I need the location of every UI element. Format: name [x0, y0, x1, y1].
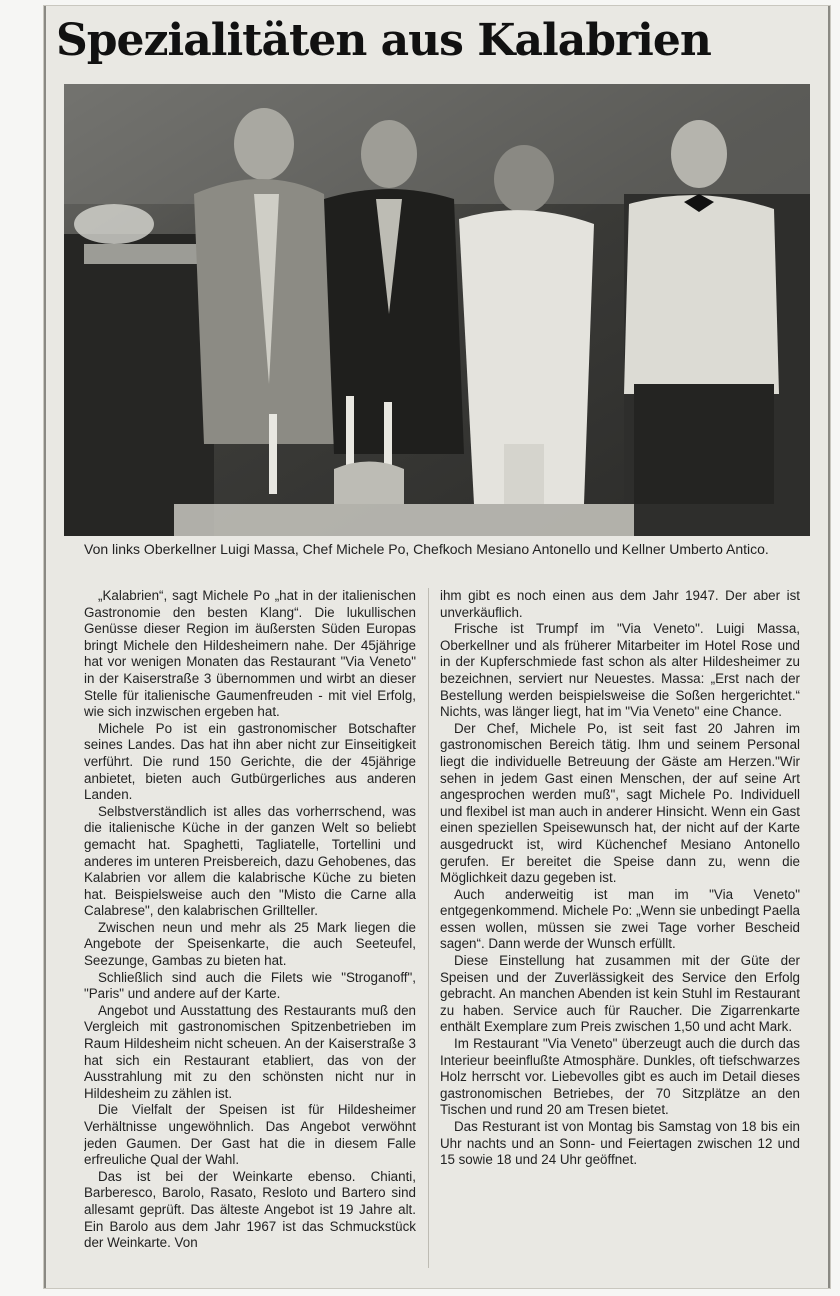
article-column-right [440, 588, 800, 1278]
paragraph: Zwischen neun und mehr als 25 Mark liegen die Angebote der Speisenkarte, die auch Seeteufel, Seezunge, Gambas zu bieten hat. [84, 919, 416, 969]
photo-caption: Von links Oberkellner Luigi Massa, Chef Michele Po, Chefkoch Mesiano Antonello und Kellner Umberto Antico. [84, 541, 769, 557]
paragraph: Selbstverständlich ist alles das vorherrschend, was die italienische Küche in der ganzen Welt so beliebt gemacht hat. Spaghetti, Tagliatelle, Tortellini und anderes im unteren Preisbereich, dazu Gehobenes, das Kalabrien vor allem die kalabrische Küche zu bieten hat. Beispielsweise auch den "Misto die Carne alla Calabrese", den kalabrischen Grillteller. [84, 803, 416, 919]
clipping-right-edge [828, 6, 830, 1288]
paragraph: Die Vielfalt der Speisen ist für Hildesheimer Verhältnisse ungewöhnlich. Das Angebot verwöhnt jeden Gaumen. Der Gast hat die in diesem Falle erfreuliche Qual der Wahl. [84, 1102, 416, 1168]
column-divider [428, 588, 429, 1268]
paragraph: ihm gibt es noch einen aus dem Jahr 1947. Der aber ist unverkäuflich. [440, 588, 800, 620]
paragraph: Frische ist Trumpf im "Via Veneto". Luigi Massa, Oberkellner und als früherer Mitarbeiter im Hotel Rose und in der Kupferschmiede fast schon als alter Hildesheimer zu bezeichnen, serviert nur Neuestes. Massa: „Erst nach der Bestellung werden beispielsweise die Soßen hergerichtet.“ Nichts, was länger liegt, hat im "Via Veneto" eine Chance. [440, 621, 800, 720]
article-photo [64, 84, 810, 536]
paragraph: Das ist bei der Weinkarte ebenso. Chianti, Barberesco, Barolo, Rasato, Resloto und Bartero sind allesamt geprüft. Das älteste Angebot ist 19 Jahre alt. Ein Barolo aus dem Jahr 1967 ist das Schmuckstück der Weinkarte. Von [84, 1168, 416, 1251]
article-column-left [84, 588, 416, 1278]
clipping-left-edge [44, 6, 46, 1288]
paragraph: Auch anderweitig ist man im "Via Veneto" entgegenkommend. Michele Po: „Wenn sie unbedingt Paella essen wollen, müssen sie zwei Tage vorher Bescheid sagen“. Dann werde der Wunsch erfüllt. [440, 886, 800, 952]
paragraph: Der Chef, Michele Po, ist seit fast 20 Jahren im gastronomischen Bereich tätig. Ihm und seinem Personal liegt die individuelle Betreuung der Gäste am Herzen."Wir sehen in jedem Gast einen Menschen, der auf seine Art angesprochen werden muß", sagt Michele Po. Individuell und flexibel ist man auch in anderer Hinsicht. Wenn ein Gast einen speziellen Speisewunsch hat, der nicht auf der Karte ausgedruckt ist, wird Küchenchef Mesiano Antonello gerufen. Er bereitet die Speise dann zu, wenn die Möglichkeit dazu gegeben ist. [440, 720, 800, 886]
headline: Spezialitäten aus Kalabrien [56, 15, 711, 66]
paragraph: Angebot und Ausstattung des Restaurants muß den Vergleich mit gastronomischen Spitzenbetrieben im Raum Hildesheim nicht scheuen. An der Kaiserstraße 3 hat sich ein Restaurant etabliert, das von der Ausstrahlung mit zu den schönsten nicht nur in Hildesheim zu zählen ist. [84, 1002, 416, 1101]
paragraph: „Kalabrien“, sagt Michele Po „hat in der italienischen Gastronomie den besten Klang“. Die lukullischen Genüsse dieser Region im äußersten Süden Europas bringt Michele den Hildesheimern nahe. Der 45jährige hat vor wenigen Monaten das Restaurant "Via Veneto" in der Kaiserstraße 3 übernommen und wirbt an dieser Stelle für italienische Gaumenfreuden - mit viel Erfolg, wie sich inzwischen ergeben hat. [84, 588, 416, 720]
paragraph: Im Restaurant "Via Veneto" überzeugt auch die durch das Interieur beeinflußte Atmosphäre. Dunkles, oft tiefschwarzes Holz herrscht vor. Liebevolles gibt es auch im Detail dieses gastronomischen Betriebes, der 70 Sitzplätze an den Tischen und rund 20 am Tresen bietet. [440, 1036, 800, 1118]
paragraph: Michele Po ist ein gastronomischer Botschafter seines Landes. Das hat ihn aber nicht zur Einseitigkeit verführt. Die rund 150 Gerichte, die der 45jährige anbietet, bieten auch Gutbürgerliches aus anderen Landen. [84, 720, 416, 803]
paragraph: Diese Einstellung hat zusammen mit der Güte der Speisen und der Zuverlässigkeit des Service den Erfolg gebracht. An manchen Abenden ist kein Stuhl im Restaurant zu haben. Service auch für Raucher. Die Zigarrenkarte enthält Exemplare zum Preis zwischen 1,50 und acht Mark. [440, 953, 800, 1035]
paragraph: Das Resturant ist von Montag bis Samstag von 18 bis ein Uhr nachts und an Sonn- und Feiertagen zwischen 12 und 15 sowie 18 und 24 Uhr geöffnet. [440, 1119, 800, 1168]
paragraph: Schließlich sind auch die Filets wie "Stroganoff", "Paris" und andere auf der Karte. [84, 969, 416, 1002]
